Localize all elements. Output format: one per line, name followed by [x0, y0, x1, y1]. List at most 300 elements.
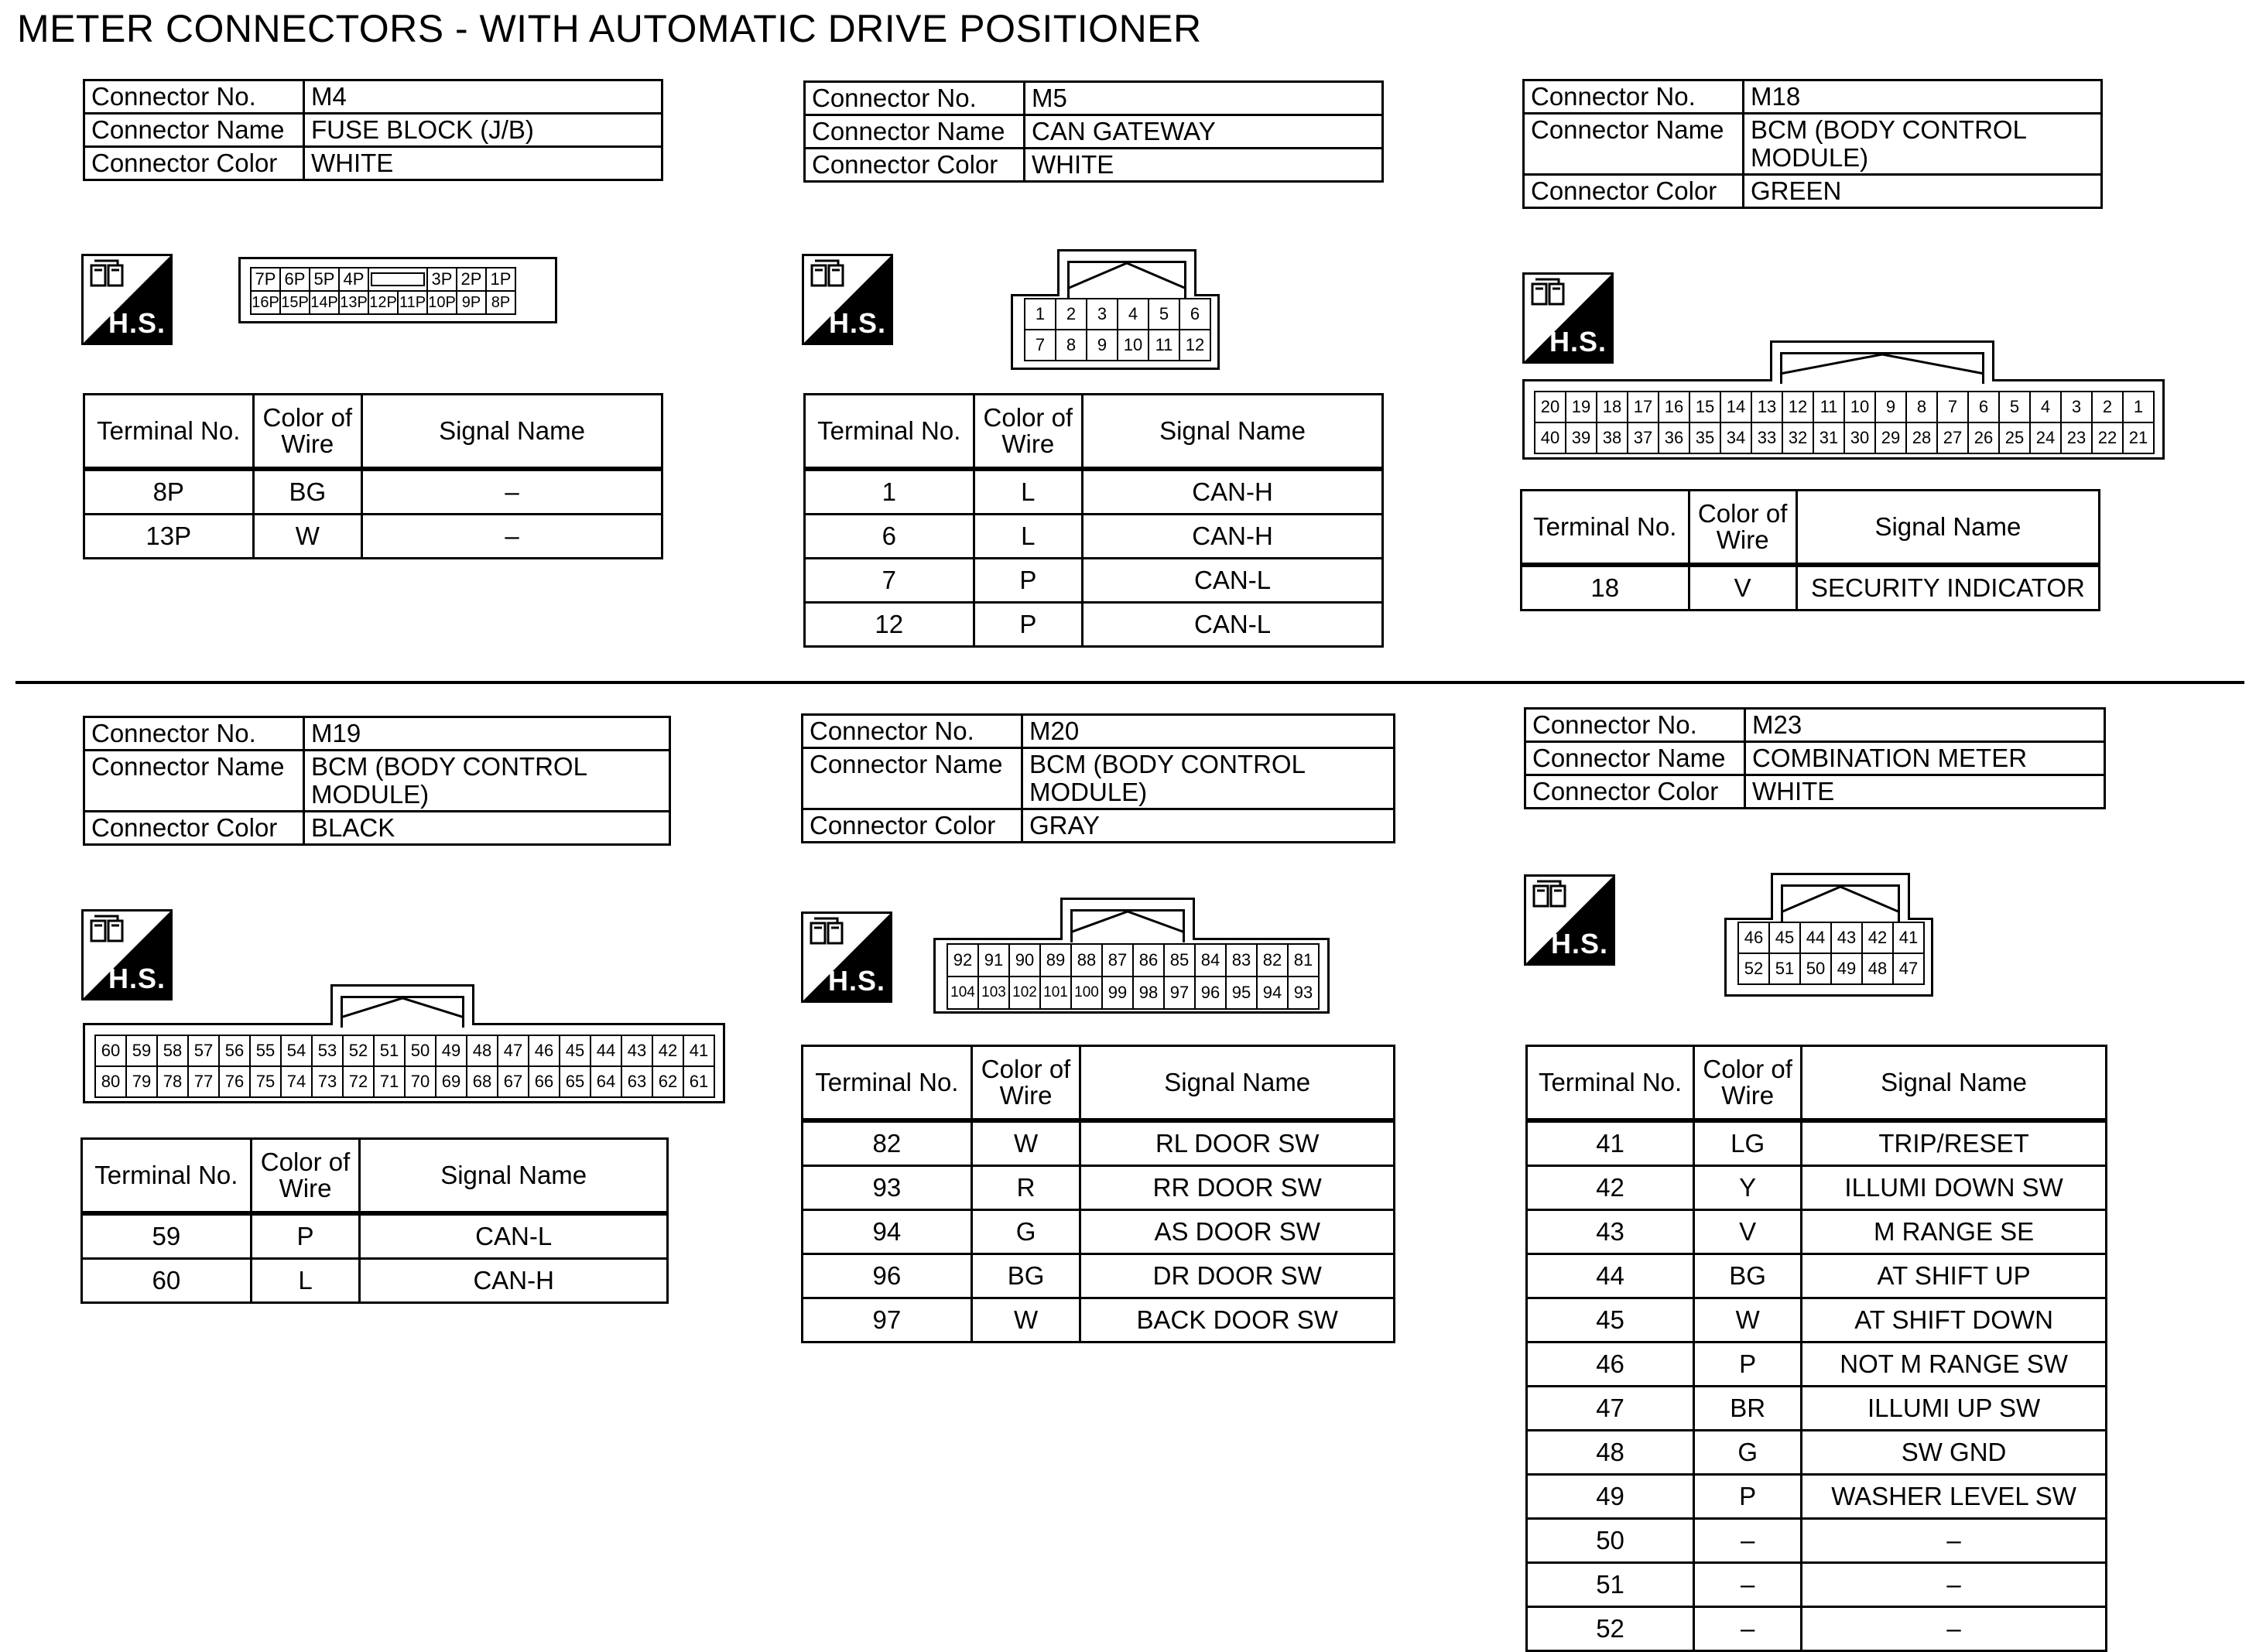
terminal-signal-cell: M RANGE SE	[1802, 1210, 2107, 1254]
pin-cell: 14	[1721, 392, 1752, 423]
m23-terminal-table	[1525, 1045, 2107, 1652]
terminal-signal-cell: CAN-H	[1083, 469, 1383, 515]
pin-cell: 2P	[457, 268, 487, 292]
pin-cell: 49	[436, 1036, 467, 1067]
pin-cell: 95	[1227, 977, 1258, 1010]
pin-cell: 55	[251, 1036, 282, 1067]
terminal-color-cell: –	[1694, 1607, 1802, 1651]
terminal-signal-cell: RR DOOR SW	[1080, 1166, 1395, 1210]
terminal-header-cell: Signal Name	[1083, 395, 1383, 470]
terminal-signal-cell: NOT M RANGE SW	[1802, 1342, 2107, 1387]
pin-cell: 20	[1535, 392, 1566, 423]
hs-label: H.S.	[108, 307, 166, 339]
terminal-signal-cell: DR DOOR SW	[1080, 1254, 1395, 1298]
terminal-header-cell: Color of Wire	[253, 395, 362, 470]
pin-cell: 41	[1894, 923, 1925, 954]
terminal-color-cell: G	[971, 1210, 1080, 1254]
info-label: Connector Name	[1525, 742, 1745, 775]
hs-label: H.S.	[108, 963, 166, 994]
terminal-row	[803, 1254, 1395, 1298]
terminal-no-cell: 51	[1527, 1563, 1694, 1607]
info-value: M19	[304, 717, 670, 751]
terminal-signal-cell: RL DOOR SW	[1080, 1120, 1395, 1166]
terminal-no-cell: 60	[82, 1259, 252, 1303]
m20-info-row	[803, 748, 1395, 809]
pin-cell: 3	[2062, 392, 2093, 423]
m18-info-row	[1524, 175, 2102, 208]
m18-info-row	[1524, 114, 2102, 175]
pin-cell: 103	[979, 977, 1010, 1010]
pin-cell: 101	[1041, 977, 1072, 1010]
pin-cell: 100	[1072, 977, 1103, 1010]
terminal-signal-cell: –	[362, 515, 662, 559]
pin-cell: 72	[344, 1067, 375, 1098]
pin-cell: 52	[1739, 954, 1770, 985]
info-value: M20	[1022, 715, 1395, 748]
info-label: Connector No.	[1524, 80, 1744, 114]
info-label: Connector Color	[1524, 175, 1744, 208]
pin-cell: 64	[591, 1067, 622, 1098]
pin-cell: 2	[1056, 299, 1087, 330]
terminal-color-cell: L	[251, 1259, 360, 1303]
m19-info-row	[84, 751, 670, 812]
m19-terminal-table	[80, 1137, 669, 1304]
terminal-signal-cell: CAN-L	[360, 1213, 668, 1259]
pin-cell: 11P	[399, 292, 428, 315]
terminal-color-cell: W	[253, 515, 362, 559]
terminal-row	[1527, 1166, 2107, 1210]
terminal-header-cell: Color of Wire	[1694, 1046, 1802, 1121]
terminal-header-cell: Signal Name	[1802, 1046, 2107, 1121]
pin-cell: 47	[1894, 954, 1925, 985]
pin-cell: 35	[1690, 423, 1721, 454]
terminal-header-row	[805, 395, 1383, 470]
pin-cell: 84	[1196, 945, 1227, 977]
terminal-color-cell: P	[1694, 1342, 1802, 1387]
pin-cell: 11	[1149, 330, 1180, 361]
m19-pin-grid	[94, 1035, 715, 1098]
harness-side-icon	[81, 254, 173, 345]
terminal-row	[1527, 1342, 2107, 1387]
hs-label: H.S.	[1550, 928, 1608, 959]
terminal-color-cell: P	[1694, 1475, 1802, 1519]
pin-cell: 49	[1832, 954, 1863, 985]
pin-cell: 43	[1832, 923, 1863, 954]
info-value: BCM (BODY CONTROL MODULE)	[1744, 114, 2102, 175]
terminal-color-cell: W	[971, 1298, 1080, 1342]
pin-cell: 79	[127, 1067, 158, 1098]
pin-cell: 57	[189, 1036, 220, 1067]
terminal-row	[84, 515, 662, 559]
hs-label: H.S.	[828, 307, 886, 339]
pin-cell: 12	[1180, 330, 1211, 361]
pin-cell: 9	[1087, 330, 1118, 361]
pin-cell: 69	[436, 1067, 467, 1098]
info-label: Connector Color	[84, 147, 304, 180]
pin-cell: 33	[1752, 423, 1783, 454]
info-value: M4	[304, 80, 662, 114]
terminal-header-cell: Terminal No.	[82, 1139, 252, 1214]
pin-cell: 7	[1025, 330, 1056, 361]
info-value: WHITE	[1745, 775, 2105, 809]
pin-cell: 73	[313, 1067, 344, 1098]
m20-connector-face	[933, 938, 1330, 1014]
m18-pin-grid	[1534, 391, 2155, 454]
m4-info-row	[84, 147, 662, 180]
pin-cell: 88	[1072, 945, 1103, 977]
pin-cell: 7	[1938, 392, 1969, 423]
terminal-no-cell: 96	[803, 1254, 972, 1298]
m23-info-row	[1525, 775, 2105, 809]
pin-cell: 77	[189, 1067, 220, 1098]
terminal-signal-cell: –	[1802, 1563, 2107, 1607]
pin-cell: 31	[1814, 423, 1845, 454]
pin-cell: 16P	[252, 292, 281, 315]
terminal-signal-cell: CAN-L	[1083, 559, 1383, 603]
m5-pin-grid	[1024, 298, 1211, 361]
pin-cell: 99	[1103, 977, 1134, 1010]
m20-connector-latch	[1060, 898, 1195, 940]
terminal-row	[1527, 1298, 2107, 1342]
pin-cell: 5	[1149, 299, 1180, 330]
terminal-row	[1527, 1475, 2107, 1519]
pin-cell: 43	[622, 1036, 653, 1067]
terminal-color-cell: P	[251, 1213, 360, 1259]
pin-cell: 63	[622, 1067, 653, 1098]
pin-cell: 67	[498, 1067, 529, 1098]
terminal-signal-cell: CAN-H	[360, 1259, 668, 1303]
pin-cell: 28	[1907, 423, 1938, 454]
m18-connector-face	[1522, 379, 2165, 460]
m4-connector-face	[238, 257, 557, 323]
pin-cell: 42	[1863, 923, 1894, 954]
pin-cell: 93	[1289, 977, 1320, 1010]
pin-cell: 15P	[281, 292, 310, 315]
pin-cell: 1	[2124, 392, 2155, 423]
m18-info-row	[1524, 80, 2102, 114]
pin-cell: 10	[1118, 330, 1149, 361]
m23-connector-latch	[1771, 873, 1910, 920]
pin-cell: 86	[1134, 945, 1165, 977]
terminal-no-cell: 93	[803, 1166, 972, 1210]
info-value: M23	[1745, 709, 2105, 742]
pin-cell: 10	[1845, 392, 1876, 423]
terminal-row	[1522, 565, 2100, 611]
m20-info-row	[803, 715, 1395, 748]
pin-cell: 81	[1289, 945, 1320, 977]
terminal-no-cell: 45	[1527, 1298, 1694, 1342]
terminal-header-cell: Terminal No.	[805, 395, 974, 470]
terminal-signal-cell: BACK DOOR SW	[1080, 1298, 1395, 1342]
pin-cell: 38	[1597, 423, 1628, 454]
pin-cell: 45	[1770, 923, 1801, 954]
pin-cell: 39	[1566, 423, 1597, 454]
pin-cell: 60	[96, 1036, 127, 1067]
terminal-color-cell: BG	[1694, 1254, 1802, 1298]
pin-cell: 98	[1134, 977, 1165, 1010]
terminal-row	[1527, 1519, 2107, 1563]
pin-cell: 70	[406, 1067, 436, 1098]
terminal-color-cell: BG	[971, 1254, 1080, 1298]
pin-cell: 32	[1783, 423, 1814, 454]
pin-cell: 47	[498, 1036, 529, 1067]
terminal-header-cell: Terminal No.	[84, 395, 254, 470]
m18-connector-latch	[1770, 340, 1994, 381]
m4-info-table	[83, 79, 663, 181]
terminal-color-cell: P	[974, 603, 1083, 647]
terminal-color-cell: Y	[1694, 1166, 1802, 1210]
terminal-signal-cell: AT SHIFT UP	[1802, 1254, 2107, 1298]
terminal-row	[803, 1120, 1395, 1166]
pin-cell: 90	[1010, 945, 1041, 977]
terminal-signal-cell: ILLUMI DOWN SW	[1802, 1166, 2107, 1210]
pin-cell: 59	[127, 1036, 158, 1067]
info-label: Connector Name	[1524, 114, 1744, 175]
pin-cell: 54	[282, 1036, 313, 1067]
pin-cell: 13	[1752, 392, 1783, 423]
info-label: Connector No.	[805, 82, 1025, 115]
pin-cell: 96	[1196, 977, 1227, 1010]
terminal-no-cell: 6	[805, 515, 974, 559]
terminal-signal-cell: –	[1802, 1519, 2107, 1563]
terminal-header-row	[1522, 491, 2100, 566]
pin-cell: 42	[653, 1036, 684, 1067]
m19-info-row	[84, 812, 670, 845]
terminal-row	[1527, 1210, 2107, 1254]
pin-cell: 21	[2124, 423, 2155, 454]
pin-cell: 65	[560, 1067, 591, 1098]
pin-cell: 26	[1969, 423, 2000, 454]
pin-cell: 17	[1628, 392, 1659, 423]
pin-cell: 82	[1258, 945, 1289, 977]
terminal-no-cell: 52	[1527, 1607, 1694, 1651]
pin-cell: 75	[251, 1067, 282, 1098]
pin-cell: 91	[979, 945, 1010, 977]
terminal-row	[82, 1259, 668, 1303]
pin-cell: 30	[1845, 423, 1876, 454]
terminal-color-cell: L	[974, 469, 1083, 515]
pin-cell: 92	[948, 945, 979, 977]
pin-cell: 87	[1103, 945, 1134, 977]
terminal-no-cell: 47	[1527, 1387, 1694, 1431]
terminal-row	[803, 1210, 1395, 1254]
harness-side-icon	[1522, 272, 1614, 364]
terminal-no-cell: 42	[1527, 1166, 1694, 1210]
terminal-signal-cell: –	[362, 469, 662, 515]
pin-cell: 11	[1814, 392, 1845, 423]
pin-cell: 44	[591, 1036, 622, 1067]
terminal-no-cell: 94	[803, 1210, 972, 1254]
m5-terminal-table	[803, 393, 1384, 648]
terminal-color-cell: –	[1694, 1563, 1802, 1607]
info-label: Connector No.	[84, 717, 304, 751]
pin-cell: 1P	[487, 268, 516, 292]
terminal-header-cell: Color of Wire	[974, 395, 1083, 470]
terminal-row	[1527, 1607, 2107, 1651]
pin-cell: 104	[948, 977, 979, 1010]
info-label: Connector No.	[84, 80, 304, 114]
terminal-signal-cell: ILLUMI UP SW	[1802, 1387, 2107, 1431]
info-value: FUSE BLOCK (J/B)	[304, 114, 662, 147]
pin-cell: 3P	[428, 268, 457, 292]
pin-cell: 8P	[487, 292, 516, 315]
pin-cell: 46	[1739, 923, 1770, 954]
terminal-row	[1527, 1431, 2107, 1475]
info-value: COMBINATION METER	[1745, 742, 2105, 775]
pin-cell: 71	[375, 1067, 406, 1098]
terminal-no-cell: 12	[805, 603, 974, 647]
terminal-no-cell: 46	[1527, 1342, 1694, 1387]
terminal-signal-cell: AS DOOR SW	[1080, 1210, 1395, 1254]
pin-cell: 2	[2093, 392, 2124, 423]
info-label: Connector Name	[84, 114, 304, 147]
m20-terminal-table	[801, 1045, 1395, 1343]
m5-info-table	[803, 80, 1384, 183]
pin-cell: 22	[2093, 423, 2124, 454]
pin-cell: 1	[1025, 299, 1056, 330]
m4-pin-grid	[250, 267, 516, 315]
pin-cell: 8	[1056, 330, 1087, 361]
harness-side-icon	[81, 909, 173, 1000]
m5-connector-latch	[1057, 249, 1196, 296]
pin-cell: 27	[1938, 423, 1969, 454]
pin-cell: 12P	[369, 292, 399, 315]
m23-pin-grid	[1737, 922, 1925, 985]
m19-connector-latch	[330, 984, 474, 1025]
m23-info-row	[1525, 742, 2105, 775]
m5-info-row	[805, 149, 1383, 182]
pin-cell: 23	[2062, 423, 2093, 454]
pin-cell: 5	[2000, 392, 2031, 423]
terminal-header-cell: Signal Name	[362, 395, 662, 470]
pin-cell: 89	[1041, 945, 1072, 977]
terminal-header-row	[803, 1046, 1395, 1121]
hs-label: H.S.	[1549, 326, 1607, 357]
pin-cell: 97	[1165, 977, 1196, 1010]
m20-info-table	[801, 713, 1395, 843]
harness-side-icon	[802, 254, 893, 345]
terminal-header-row	[82, 1139, 668, 1214]
info-label: Connector Color	[1525, 775, 1745, 809]
m4-info-row	[84, 114, 662, 147]
pin-cell: 66	[529, 1067, 560, 1098]
terminal-color-cell: LG	[1694, 1120, 1802, 1166]
terminal-header-cell: Signal Name	[360, 1139, 668, 1214]
section-divider	[15, 681, 2244, 684]
pin-cell: 76	[220, 1067, 251, 1098]
terminal-no-cell: 50	[1527, 1519, 1694, 1563]
terminal-row	[803, 1166, 1395, 1210]
info-label: Connector Color	[84, 812, 304, 845]
terminal-no-cell: 1	[805, 469, 974, 515]
pin-cell: 68	[467, 1067, 498, 1098]
pin-cell: 80	[96, 1067, 127, 1098]
terminal-row	[1527, 1563, 2107, 1607]
pin-cell: 102	[1010, 977, 1041, 1010]
pin-cell: 9P	[457, 292, 487, 315]
pin-cell: 51	[375, 1036, 406, 1067]
terminal-no-cell: 18	[1522, 565, 1689, 611]
m20-pin-grid	[947, 943, 1320, 1010]
terminal-no-cell: 13P	[84, 515, 254, 559]
pin-cell: 50	[406, 1036, 436, 1067]
info-value: BCM (BODY CONTROL MODULE)	[304, 751, 670, 812]
terminal-row	[82, 1213, 668, 1259]
pin-cell: 48	[467, 1036, 498, 1067]
info-value: M18	[1744, 80, 2102, 114]
pin-cell: 13P	[340, 292, 369, 315]
pin-cell: 74	[282, 1067, 313, 1098]
pin-cell: 6	[1180, 299, 1211, 330]
m19-connector-face	[83, 1023, 725, 1103]
terminal-no-cell: 43	[1527, 1210, 1694, 1254]
pin-cell: 53	[313, 1036, 344, 1067]
pin-cell: 14P	[310, 292, 340, 315]
info-value: CAN GATEWAY	[1025, 115, 1383, 149]
pin-cell: 56	[220, 1036, 251, 1067]
m20-info-row	[803, 809, 1395, 843]
pin-cell: 45	[560, 1036, 591, 1067]
terminal-color-cell: V	[1689, 565, 1796, 611]
pin-cell: 25	[2000, 423, 2031, 454]
pin-cell: 58	[158, 1036, 189, 1067]
harness-side-icon	[801, 912, 892, 1003]
pin-cell: 4	[2031, 392, 2062, 423]
m18-terminal-table	[1520, 489, 2100, 611]
terminal-header-cell: Color of Wire	[1689, 491, 1796, 566]
terminal-row	[1527, 1120, 2107, 1166]
m5-info-row	[805, 82, 1383, 115]
terminal-signal-cell: SECURITY INDICATOR	[1796, 565, 2099, 611]
pin-cell: 3	[1087, 299, 1118, 330]
terminal-header-cell: Terminal No.	[803, 1046, 972, 1121]
pin-cell: 8	[1907, 392, 1938, 423]
terminal-signal-cell: WASHER LEVEL SW	[1802, 1475, 2107, 1519]
pin-cell: 48	[1863, 954, 1894, 985]
terminal-header-cell: Signal Name	[1796, 491, 2099, 566]
pin-cell: 19	[1566, 392, 1597, 423]
pin-cell: 41	[684, 1036, 715, 1067]
m19-info-table	[83, 716, 671, 846]
info-value: BCM (BODY CONTROL MODULE)	[1022, 748, 1395, 809]
terminal-no-cell: 49	[1527, 1475, 1694, 1519]
info-value: WHITE	[304, 147, 662, 180]
pin-cell: 51	[1770, 954, 1801, 985]
terminal-no-cell: 48	[1527, 1431, 1694, 1475]
terminal-row	[805, 515, 1383, 559]
terminal-no-cell: 59	[82, 1213, 252, 1259]
terminal-row	[1527, 1387, 2107, 1431]
terminal-row	[1527, 1254, 2107, 1298]
pin-slot	[369, 268, 428, 292]
m4-info-row	[84, 80, 662, 114]
terminal-signal-cell: AT SHIFT DOWN	[1802, 1298, 2107, 1342]
m18-info-table	[1522, 79, 2103, 209]
pin-cell: 94	[1258, 977, 1289, 1010]
page-title: METER CONNECTORS - WITH AUTOMATIC DRIVE POSITIONER	[17, 7, 1202, 50]
terminal-header-cell: Terminal No.	[1527, 1046, 1694, 1121]
terminal-color-cell: R	[971, 1166, 1080, 1210]
pin-cell: 37	[1628, 423, 1659, 454]
pin-cell: 50	[1801, 954, 1832, 985]
pin-cell: 6P	[281, 268, 310, 292]
harness-side-icon	[1524, 874, 1615, 966]
terminal-row	[803, 1298, 1395, 1342]
hs-label: H.S.	[827, 965, 885, 997]
info-label: Connector Color	[803, 809, 1022, 843]
pin-cell: 34	[1721, 423, 1752, 454]
info-value: WHITE	[1025, 149, 1383, 182]
